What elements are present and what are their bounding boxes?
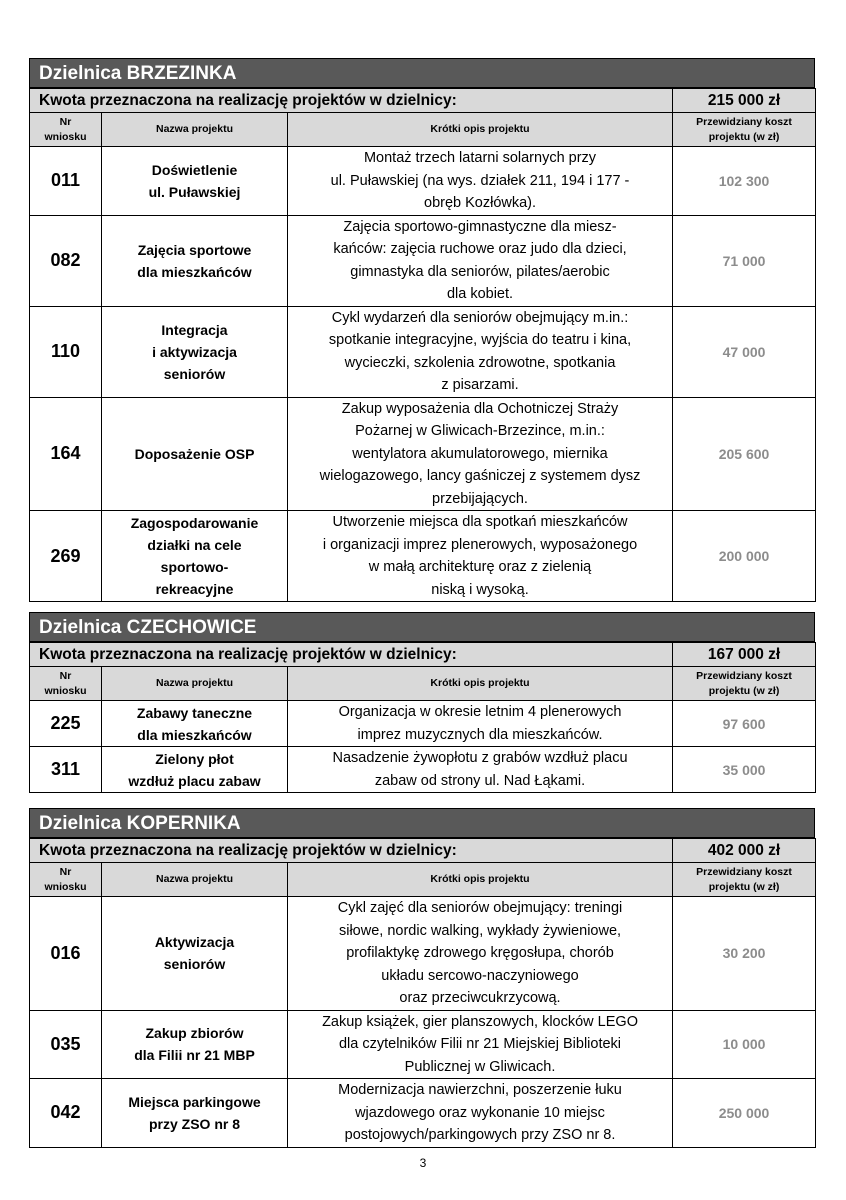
table-row bbox=[30, 897, 816, 1011]
table-header-row bbox=[30, 667, 816, 701]
header-name: Nazwa projektu bbox=[102, 863, 288, 897]
district-section-brzezinka bbox=[29, 58, 815, 602]
row-name: Zakup zbiorów dla Filii nr 21 MBP bbox=[102, 1010, 288, 1079]
budget-label: Kwota przeznaczona na realizację projektów w dzielnicy: bbox=[30, 643, 673, 667]
table-header-row bbox=[30, 863, 816, 897]
table-row bbox=[30, 147, 816, 216]
row-nr: 164 bbox=[30, 397, 102, 511]
header-cost: Przewidziany koszt projektu (w zł) bbox=[673, 667, 816, 701]
budget-amount: 402 000 zł bbox=[673, 839, 816, 863]
row-cost: 205 600 bbox=[673, 397, 816, 511]
row-name: Doświetlenie ul. Puławskiej bbox=[102, 147, 288, 216]
row-nr: 011 bbox=[30, 147, 102, 216]
table-row bbox=[30, 306, 816, 397]
header-nr: Nr wniosku bbox=[30, 863, 102, 897]
district-title: Dzielnica KOPERNIKA bbox=[29, 808, 815, 838]
row-name: Zabawy taneczne dla mieszkańców bbox=[102, 701, 288, 747]
projects-table bbox=[29, 88, 816, 602]
row-desc: Modernizacja nawierzchni, poszerzenie łuku wjazdowego oraz wykonanie 10 miejsc postojowych/parkingowych przy ZSO nr 8. bbox=[288, 1079, 673, 1148]
row-cost: 200 000 bbox=[673, 511, 816, 602]
budget-row bbox=[30, 643, 816, 667]
row-desc: Cykl zajęć dla seniorów obejmujący: treningi siłowe, nordic walking, wykłady żywieniowe, profilaktykę zdrowego kręgosłupa, chorób układu sercowo-naczyniowego oraz przeciwcukrzycową. bbox=[288, 897, 673, 1011]
table-header-row bbox=[30, 113, 816, 147]
header-nr: Nr wniosku bbox=[30, 667, 102, 701]
projects-table bbox=[29, 642, 816, 793]
row-desc: Zakup wyposażenia dla Ochotniczej Straży Pożarnej w Gliwicach-Brzezince, m.in.: wentylatora akumulatorowego, miernika wielogazowego, lancy gaśniczej z systemem dysz przebijających. bbox=[288, 397, 673, 511]
table-row bbox=[30, 215, 816, 306]
table-row bbox=[30, 1010, 816, 1079]
row-name: Zajęcia sportowe dla mieszkańców bbox=[102, 215, 288, 306]
table-row bbox=[30, 747, 816, 793]
page-number: 3 bbox=[419, 1156, 427, 1170]
row-name: Doposażenie OSP bbox=[102, 397, 288, 511]
header-nr: Nr wniosku bbox=[30, 113, 102, 147]
district-title: Dzielnica BRZEZINKA bbox=[29, 58, 815, 88]
budget-row bbox=[30, 839, 816, 863]
table-row bbox=[30, 511, 816, 602]
row-nr: 110 bbox=[30, 306, 102, 397]
row-nr: 269 bbox=[30, 511, 102, 602]
header-desc: Krótki opis projektu bbox=[288, 113, 673, 147]
table-row bbox=[30, 397, 816, 511]
header-desc: Krótki opis projektu bbox=[288, 863, 673, 897]
row-cost: 97 600 bbox=[673, 701, 816, 747]
budget-row bbox=[30, 89, 816, 113]
budget-label: Kwota przeznaczona na realizację projektów w dzielnicy: bbox=[30, 839, 673, 863]
row-cost: 30 200 bbox=[673, 897, 816, 1011]
row-desc: Utworzenie miejsca dla spotkań mieszkańców i organizacji imprez plenerowych, wyposażonego w małą architekturę oraz z zielenią niską i wysoką. bbox=[288, 511, 673, 602]
header-cost: Przewidziany koszt projektu (w zł) bbox=[673, 113, 816, 147]
header-name: Nazwa projektu bbox=[102, 667, 288, 701]
row-nr: 042 bbox=[30, 1079, 102, 1148]
row-name: Zagospodarowanie działki na cele sportowo- rekreacyjne bbox=[102, 511, 288, 602]
row-nr: 225 bbox=[30, 701, 102, 747]
row-nr: 035 bbox=[30, 1010, 102, 1079]
budget-label: Kwota przeznaczona na realizację projektów w dzielnicy: bbox=[30, 89, 673, 113]
header-name: Nazwa projektu bbox=[102, 113, 288, 147]
district-title: Dzielnica CZECHOWICE bbox=[29, 612, 815, 642]
district-section-kopernika bbox=[29, 808, 815, 1148]
row-name: Integracja i aktywizacja seniorów bbox=[102, 306, 288, 397]
row-name: Miejsca parkingowe przy ZSO nr 8 bbox=[102, 1079, 288, 1148]
row-nr: 016 bbox=[30, 897, 102, 1011]
row-cost: 250 000 bbox=[673, 1079, 816, 1148]
budget-amount: 215 000 zł bbox=[673, 89, 816, 113]
row-desc: Organizacja w okresie letnim 4 plenerowych imprez muzycznych dla mieszkańców. bbox=[288, 701, 673, 747]
row-cost: 10 000 bbox=[673, 1010, 816, 1079]
budget-amount: 167 000 zł bbox=[673, 643, 816, 667]
row-cost: 102 300 bbox=[673, 147, 816, 216]
row-desc: Zajęcia sportowo-gimnastyczne dla miesz- kańców: zajęcia ruchowe oraz judo dla dzieci, gimnastyka dla seniorów, pilates/aerobic dla kobiet. bbox=[288, 215, 673, 306]
row-desc: Zakup książek, gier planszowych, klocków LEGO dla czytelników Filii nr 21 Miejskiej Biblioteki Publicznej w Gliwicach. bbox=[288, 1010, 673, 1079]
row-desc: Montaż trzech latarni solarnych przy ul. Puławskiej (na wys. działek 211, 194 i 177 - obręb Kozłówka). bbox=[288, 147, 673, 216]
row-desc: Nasadzenie żywopłotu z grabów wzdłuż placu zabaw od strony ul. Nad Łąkami. bbox=[288, 747, 673, 793]
row-name: Zielony płot wzdłuż placu zabaw bbox=[102, 747, 288, 793]
header-cost: Przewidziany koszt projektu (w zł) bbox=[673, 863, 816, 897]
row-cost: 71 000 bbox=[673, 215, 816, 306]
row-cost: 47 000 bbox=[673, 306, 816, 397]
row-nr: 311 bbox=[30, 747, 102, 793]
row-nr: 082 bbox=[30, 215, 102, 306]
row-desc: Cykl wydarzeń dla seniorów obejmujący m.in.: spotkanie integracyjne, wyjścia do teatru i kina, wycieczki, szkolenia zdrowotne, spotkania z pisarzami. bbox=[288, 306, 673, 397]
header-desc: Krótki opis projektu bbox=[288, 667, 673, 701]
row-cost: 35 000 bbox=[673, 747, 816, 793]
table-row bbox=[30, 1079, 816, 1148]
projects-table bbox=[29, 838, 816, 1148]
district-section-czechowice bbox=[29, 612, 815, 793]
row-name: Aktywizacja seniorów bbox=[102, 897, 288, 1011]
table-row bbox=[30, 701, 816, 747]
